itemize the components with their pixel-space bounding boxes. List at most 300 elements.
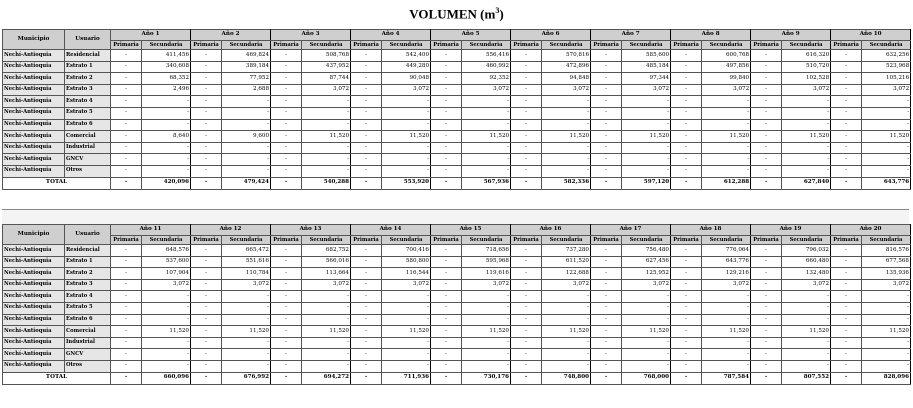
primaria-cell: - xyxy=(111,84,142,96)
secundaria-cell: 107,904 xyxy=(142,268,191,280)
primaria-cell: - xyxy=(351,360,382,372)
primaria-cell: - xyxy=(351,142,382,154)
secundaria-cell: 3,072 xyxy=(302,279,351,291)
municipio-cell: Nechí-Antioquia xyxy=(3,245,65,257)
secundaria-cell: 11,520 xyxy=(382,326,431,338)
secundaria-cell: 11,520 xyxy=(622,326,671,338)
primaria-cell: - xyxy=(351,279,382,291)
primaria-header: Primaria xyxy=(831,236,862,245)
total-label: TOTAL xyxy=(3,372,111,384)
secundaria-cell: 3,072 xyxy=(862,84,911,96)
primaria-cell: - xyxy=(191,61,222,73)
secundaria-cell: - xyxy=(862,314,911,326)
primaria-cell: - xyxy=(271,256,302,268)
usuario-cell: Estrato 5 xyxy=(65,302,111,314)
secundaria-cell: - xyxy=(382,349,431,361)
secundaria-cell: - xyxy=(862,302,911,314)
secundaria-header: Secundaria xyxy=(702,236,751,245)
primaria-cell: - xyxy=(111,165,142,177)
primaria-cell: - xyxy=(111,268,142,280)
secundaria-cell: - xyxy=(462,360,511,372)
primaria-cell: - xyxy=(271,61,302,73)
total-primaria-cell: - xyxy=(591,177,622,189)
primaria-cell: - xyxy=(671,291,702,303)
primaria-cell: - xyxy=(751,50,782,62)
secundaria-cell: 99,840 xyxy=(702,73,751,85)
primaria-header: Primaria xyxy=(271,41,302,50)
secundaria-cell: - xyxy=(862,142,911,154)
secundaria-cell: 497,856 xyxy=(702,61,751,73)
usuario-cell: Estrato 5 xyxy=(65,107,111,119)
secundaria-cell: - xyxy=(222,142,271,154)
secundaria-cell: - xyxy=(302,337,351,349)
secundaria-cell: 643,776 xyxy=(702,256,751,268)
secundaria-cell: - xyxy=(782,360,831,372)
table-row xyxy=(3,279,911,291)
primaria-cell: - xyxy=(191,279,222,291)
year-header: Año 7 xyxy=(591,30,671,41)
table-row xyxy=(3,245,911,257)
table-row xyxy=(3,96,911,108)
primaria-cell: - xyxy=(351,96,382,108)
primaria-cell: - xyxy=(591,96,622,108)
secundaria-header: Secundaria xyxy=(462,41,511,50)
primaria-cell: - xyxy=(351,119,382,131)
secundaria-cell: 11,520 xyxy=(702,326,751,338)
secundaria-cell: 3,072 xyxy=(782,84,831,96)
primaria-cell: - xyxy=(671,349,702,361)
primaria-cell: - xyxy=(831,337,862,349)
primaria-cell: - xyxy=(511,291,542,303)
primaria-cell: - xyxy=(111,326,142,338)
secundaria-cell: - xyxy=(222,349,271,361)
primaria-cell: - xyxy=(191,142,222,154)
secundaria-cell: 135,936 xyxy=(862,268,911,280)
secundaria-cell: 3,072 xyxy=(142,279,191,291)
secundaria-header: Secundaria xyxy=(702,41,751,50)
secundaria-cell: 556,416 xyxy=(462,50,511,62)
primaria-cell: - xyxy=(671,326,702,338)
municipio-cell: Nechí-Antioquia xyxy=(3,349,65,361)
secundaria-cell: - xyxy=(782,154,831,166)
secundaria-cell: 340,608 xyxy=(142,61,191,73)
secundaria-cell: - xyxy=(302,107,351,119)
primaria-cell: - xyxy=(191,337,222,349)
table-row xyxy=(3,131,911,143)
secundaria-cell: - xyxy=(302,302,351,314)
primaria-cell: - xyxy=(511,50,542,62)
primaria-cell: - xyxy=(511,131,542,143)
municipio-cell: Nechí-Antioquia xyxy=(3,61,65,73)
secundaria-cell: 11,520 xyxy=(302,131,351,143)
usuario-header: Usuario xyxy=(65,225,111,245)
primaria-cell: - xyxy=(831,314,862,326)
secundaria-cell: - xyxy=(702,142,751,154)
year-header: Año 16 xyxy=(511,225,591,236)
primaria-cell: - xyxy=(591,360,622,372)
total-secundaria-cell: 597,120 xyxy=(622,177,671,189)
primaria-cell: - xyxy=(591,349,622,361)
secundaria-cell: - xyxy=(862,165,911,177)
primaria-cell: - xyxy=(191,96,222,108)
primaria-cell: - xyxy=(511,61,542,73)
secundaria-cell: - xyxy=(382,154,431,166)
total-primaria-cell: - xyxy=(511,177,542,189)
secundaria-cell: - xyxy=(462,291,511,303)
secundaria-cell: - xyxy=(782,142,831,154)
secundaria-cell: - xyxy=(622,142,671,154)
total-secundaria-cell: 660,096 xyxy=(142,372,191,384)
secundaria-cell: 776,064 xyxy=(702,245,751,257)
primaria-cell: - xyxy=(511,96,542,108)
primaria-cell: - xyxy=(591,119,622,131)
primaria-cell: - xyxy=(431,268,462,280)
secundaria-cell: - xyxy=(782,337,831,349)
total-label: TOTAL xyxy=(3,177,111,189)
secundaria-cell: 3,072 xyxy=(542,84,591,96)
volume-table-years-1-10 xyxy=(2,29,911,190)
primaria-cell: - xyxy=(831,107,862,119)
municipio-cell: Nechí-Antioquia xyxy=(3,107,65,119)
secundaria-cell: 510,720 xyxy=(782,61,831,73)
primaria-header: Primaria xyxy=(831,41,862,50)
municipio-cell: Nechí-Antioquia xyxy=(3,302,65,314)
secundaria-cell: 2,688 xyxy=(222,84,271,96)
primaria-cell: - xyxy=(831,326,862,338)
secundaria-cell: - xyxy=(622,291,671,303)
primaria-cell: - xyxy=(271,360,302,372)
primaria-cell: - xyxy=(431,50,462,62)
usuario-cell: Otros xyxy=(65,165,111,177)
secundaria-cell: - xyxy=(382,302,431,314)
secundaria-cell: 485,184 xyxy=(622,61,671,73)
municipio-cell: Nechí-Antioquia xyxy=(3,256,65,268)
primaria-cell: - xyxy=(671,154,702,166)
primaria-cell: - xyxy=(271,96,302,108)
page-title: VOLUMEN $(m^3)$ xyxy=(409,6,504,22)
table-row xyxy=(3,142,911,154)
primaria-cell: - xyxy=(751,268,782,280)
municipio-cell: Nechí-Antioquia xyxy=(3,50,65,62)
total-secundaria-cell: 748,800 xyxy=(542,372,591,384)
secundaria-cell: 437,952 xyxy=(302,61,351,73)
primaria-cell: - xyxy=(351,165,382,177)
total-primaria-cell: - xyxy=(111,177,142,189)
secundaria-cell: - xyxy=(702,165,751,177)
secundaria-cell: 3,072 xyxy=(782,279,831,291)
secundaria-cell: 3,072 xyxy=(702,279,751,291)
total-primaria-cell: - xyxy=(671,177,702,189)
secundaria-cell: 570,816 xyxy=(542,50,591,62)
primaria-cell: - xyxy=(671,142,702,154)
primaria-cell: - xyxy=(831,245,862,257)
primaria-cell: - xyxy=(751,314,782,326)
secundaria-header: Secundaria xyxy=(142,236,191,245)
primaria-cell: - xyxy=(271,165,302,177)
secundaria-cell: 627,456 xyxy=(622,256,671,268)
primaria-cell: - xyxy=(831,279,862,291)
primaria-cell: - xyxy=(831,360,862,372)
secundaria-cell: - xyxy=(142,154,191,166)
municipio-cell: Nechí-Antioquia xyxy=(3,291,65,303)
secundaria-cell: - xyxy=(782,165,831,177)
municipio-cell: Nechí-Antioquia xyxy=(3,154,65,166)
primaria-cell: - xyxy=(751,326,782,338)
primaria-cell: - xyxy=(511,349,542,361)
secundaria-cell: - xyxy=(142,165,191,177)
primaria-cell: - xyxy=(591,291,622,303)
primaria-cell: - xyxy=(351,291,382,303)
primaria-cell: - xyxy=(671,61,702,73)
primaria-cell: - xyxy=(511,154,542,166)
secundaria-cell: - xyxy=(462,349,511,361)
primaria-cell: - xyxy=(431,279,462,291)
table-row xyxy=(3,326,911,338)
primaria-cell: - xyxy=(111,279,142,291)
year-header: Año 5 xyxy=(431,30,511,41)
secundaria-cell: - xyxy=(382,165,431,177)
primaria-cell: - xyxy=(431,96,462,108)
primaria-header: Primaria xyxy=(751,41,782,50)
secundaria-cell: 11,520 xyxy=(222,326,271,338)
secundaria-cell: 129,216 xyxy=(702,268,751,280)
usuario-cell: Estrato 1 xyxy=(65,61,111,73)
total-secundaria-cell: 582,336 xyxy=(542,177,591,189)
secundaria-cell: 132,480 xyxy=(782,268,831,280)
total-primaria-cell: - xyxy=(591,372,622,384)
secundaria-cell: - xyxy=(622,107,671,119)
primaria-cell: - xyxy=(351,268,382,280)
secundaria-cell: - xyxy=(462,337,511,349)
primaria-cell: - xyxy=(591,314,622,326)
primaria-cell: - xyxy=(191,165,222,177)
secundaria-cell: - xyxy=(702,107,751,119)
secundaria-cell: - xyxy=(222,302,271,314)
primaria-cell: - xyxy=(751,107,782,119)
secundaria-cell: - xyxy=(462,119,511,131)
table-row xyxy=(3,349,911,361)
secundaria-cell: 600,768 xyxy=(702,50,751,62)
primaria-cell: - xyxy=(431,360,462,372)
secundaria-cell: - xyxy=(622,154,671,166)
primaria-cell: - xyxy=(271,268,302,280)
usuario-cell: Estrato 2 xyxy=(65,268,111,280)
table-row xyxy=(3,291,911,303)
primaria-cell: - xyxy=(511,314,542,326)
primaria-header: Primaria xyxy=(751,236,782,245)
primaria-cell: - xyxy=(111,107,142,119)
primaria-cell: - xyxy=(191,84,222,96)
secundaria-cell: - xyxy=(302,96,351,108)
usuario-cell: GNCV xyxy=(65,349,111,361)
total-secundaria-cell: 730,176 xyxy=(462,372,511,384)
secundaria-cell: - xyxy=(462,154,511,166)
primaria-cell: - xyxy=(511,119,542,131)
usuario-cell: Estrato 4 xyxy=(65,96,111,108)
secundaria-cell: 105,216 xyxy=(862,73,911,85)
secundaria-cell: - xyxy=(142,314,191,326)
secundaria-cell: - xyxy=(302,291,351,303)
primaria-header: Primaria xyxy=(511,41,542,50)
secundaria-cell: 11,520 xyxy=(302,326,351,338)
primaria-cell: - xyxy=(111,349,142,361)
primaria-header: Primaria xyxy=(431,236,462,245)
primaria-cell: - xyxy=(591,337,622,349)
secundaria-cell: 3,072 xyxy=(622,279,671,291)
secundaria-cell: 389,184 xyxy=(222,61,271,73)
secundaria-cell: - xyxy=(542,302,591,314)
secundaria-cell: 11,520 xyxy=(462,131,511,143)
primaria-cell: - xyxy=(431,326,462,338)
secundaria-cell: - xyxy=(222,119,271,131)
primaria-cell: - xyxy=(351,84,382,96)
primaria-cell: - xyxy=(591,256,622,268)
total-primaria-cell: - xyxy=(351,177,382,189)
primaria-cell: - xyxy=(591,279,622,291)
secundaria-cell: - xyxy=(542,165,591,177)
primaria-cell: - xyxy=(511,337,542,349)
primaria-cell: - xyxy=(591,107,622,119)
primaria-cell: - xyxy=(831,131,862,143)
secundaria-cell: - xyxy=(542,360,591,372)
secundaria-cell: 542,400 xyxy=(382,50,431,62)
primaria-cell: - xyxy=(511,326,542,338)
primaria-cell: - xyxy=(271,119,302,131)
secundaria-cell: - xyxy=(382,119,431,131)
secundaria-cell: - xyxy=(142,142,191,154)
secundaria-cell: - xyxy=(222,314,271,326)
secundaria-header: Secundaria xyxy=(542,236,591,245)
secundaria-cell: 796,032 xyxy=(782,245,831,257)
primaria-cell: - xyxy=(351,256,382,268)
table-row xyxy=(3,165,911,177)
primaria-cell: - xyxy=(111,73,142,85)
secundaria-cell: 469,824 xyxy=(222,50,271,62)
primaria-cell: - xyxy=(831,154,862,166)
secundaria-cell: 11,520 xyxy=(382,131,431,143)
primaria-cell: - xyxy=(431,302,462,314)
secundaria-cell: - xyxy=(382,291,431,303)
primaria-cell: - xyxy=(191,291,222,303)
primaria-cell: - xyxy=(591,245,622,257)
year-header: Año 10 xyxy=(831,30,911,41)
table-row xyxy=(3,256,911,268)
municipio-cell: Nechí-Antioquia xyxy=(3,84,65,96)
secundaria-cell: 2,496 xyxy=(142,84,191,96)
secundaria-cell: - xyxy=(142,337,191,349)
secundaria-cell: - xyxy=(862,349,911,361)
primaria-cell: - xyxy=(271,107,302,119)
secundaria-cell: 11,520 xyxy=(142,326,191,338)
municipio-cell: Nechí-Antioquia xyxy=(3,73,65,85)
primaria-cell: - xyxy=(431,107,462,119)
secundaria-cell: 94,848 xyxy=(542,73,591,85)
secundaria-cell: - xyxy=(702,314,751,326)
secundaria-cell: - xyxy=(862,96,911,108)
primaria-cell: - xyxy=(351,349,382,361)
total-primaria-cell: - xyxy=(191,177,222,189)
total-secundaria-cell: 694,272 xyxy=(302,372,351,384)
secundaria-cell: - xyxy=(142,119,191,131)
secundaria-cell: - xyxy=(382,96,431,108)
usuario-cell: Estrato 6 xyxy=(65,119,111,131)
primaria-cell: - xyxy=(351,131,382,143)
primaria-cell: - xyxy=(671,50,702,62)
primaria-cell: - xyxy=(351,50,382,62)
primaria-cell: - xyxy=(671,73,702,85)
secundaria-header: Secundaria xyxy=(862,236,911,245)
total-primaria-cell: - xyxy=(271,177,302,189)
secundaria-cell: 11,520 xyxy=(862,326,911,338)
secundaria-header: Secundaria xyxy=(302,236,351,245)
secundaria-cell: - xyxy=(222,291,271,303)
secundaria-header: Secundaria xyxy=(382,41,431,50)
primaria-cell: - xyxy=(671,268,702,280)
usuario-cell: GNCV xyxy=(65,154,111,166)
secundaria-cell: 816,576 xyxy=(862,245,911,257)
usuario-cell: Residencial xyxy=(65,50,111,62)
secundaria-header: Secundaria xyxy=(782,41,831,50)
secundaria-cell: - xyxy=(302,142,351,154)
usuario-cell: Estrato 2 xyxy=(65,73,111,85)
primaria-cell: - xyxy=(431,349,462,361)
secundaria-cell: 11,520 xyxy=(542,131,591,143)
secundaria-cell: - xyxy=(382,314,431,326)
primaria-cell: - xyxy=(271,131,302,143)
table-row xyxy=(3,61,911,73)
primaria-cell: - xyxy=(351,314,382,326)
primaria-cell: - xyxy=(271,245,302,257)
primaria-cell: - xyxy=(591,165,622,177)
primaria-cell: - xyxy=(751,84,782,96)
secundaria-cell: - xyxy=(702,119,751,131)
total-row xyxy=(3,177,911,189)
primaria-cell: - xyxy=(111,61,142,73)
secundaria-cell: 90,048 xyxy=(382,73,431,85)
secundaria-cell: - xyxy=(862,291,911,303)
secundaria-cell: - xyxy=(542,154,591,166)
usuario-cell: Estrato 3 xyxy=(65,279,111,291)
primaria-cell: - xyxy=(351,302,382,314)
primaria-cell: - xyxy=(511,256,542,268)
usuario-cell: Otros xyxy=(65,360,111,372)
year-header: Año 14 xyxy=(351,225,431,236)
primaria-header: Primaria xyxy=(671,41,702,50)
secundaria-cell: - xyxy=(462,107,511,119)
secundaria-cell: - xyxy=(622,337,671,349)
total-primaria-cell: - xyxy=(751,177,782,189)
municipio-cell: Nechí-Antioquia xyxy=(3,360,65,372)
primaria-cell: - xyxy=(191,73,222,85)
primaria-header: Primaria xyxy=(191,41,222,50)
primaria-cell: - xyxy=(831,73,862,85)
secundaria-cell: 660,480 xyxy=(782,256,831,268)
secundaria-cell: - xyxy=(862,337,911,349)
table-row xyxy=(3,84,911,96)
secundaria-cell: - xyxy=(702,96,751,108)
primaria-cell: - xyxy=(751,279,782,291)
secundaria-cell: 611,520 xyxy=(542,256,591,268)
secundaria-cell: - xyxy=(382,337,431,349)
municipio-cell: Nechí-Antioquia xyxy=(3,268,65,280)
secundaria-cell: - xyxy=(542,142,591,154)
usuario-cell: Estrato 6 xyxy=(65,314,111,326)
secundaria-cell: - xyxy=(862,119,911,131)
primaria-cell: - xyxy=(191,360,222,372)
total-secundaria-cell: 828,096 xyxy=(862,372,911,384)
primaria-cell: - xyxy=(831,302,862,314)
primaria-cell: - xyxy=(831,119,862,131)
